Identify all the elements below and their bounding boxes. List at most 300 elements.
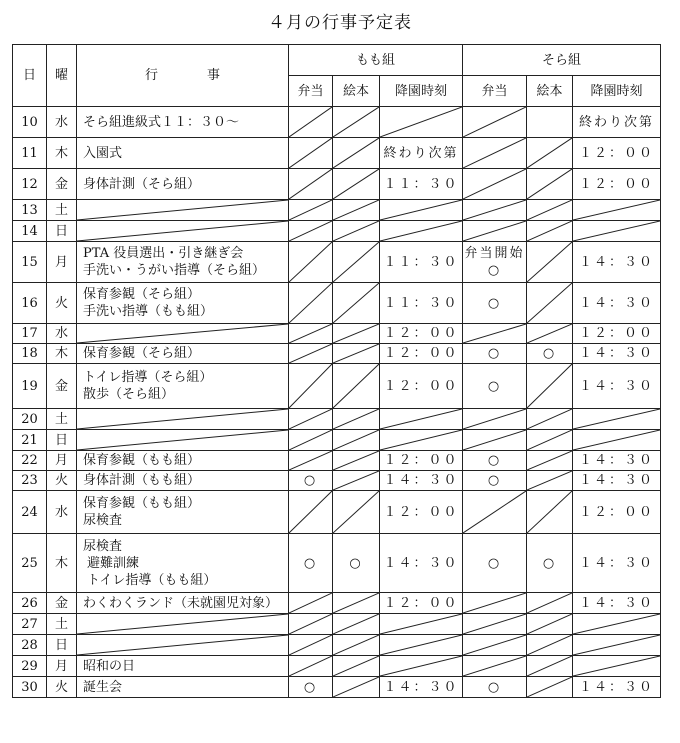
cell-momo-kouen — [380, 138, 463, 169]
event-text: PTA 役員選出・引き継ぎ会 — [83, 246, 244, 261]
slash-mark — [289, 283, 332, 323]
cell-day: 30 — [13, 677, 47, 698]
cell-day: 18 — [13, 344, 47, 364]
cell-weekday: 土 — [47, 409, 77, 430]
cell-day: 24 — [13, 491, 47, 534]
cell-event — [77, 324, 289, 344]
cell-weekday: 日 — [47, 430, 77, 451]
cell-momo-ehon — [333, 614, 380, 635]
slash-mark — [289, 635, 332, 655]
cell-momo-bento — [289, 138, 333, 169]
cell-weekday: 木 — [47, 534, 77, 593]
cell-momo-kouen — [380, 364, 463, 409]
cell-momo-bento — [289, 364, 333, 409]
cell-momo-bento — [289, 242, 333, 283]
cell-day: 23 — [13, 471, 47, 491]
schedule-row — [13, 471, 661, 491]
cell-sora-bento — [463, 471, 527, 491]
cell-value: １１：３０ — [383, 295, 459, 311]
cell-event — [77, 409, 289, 430]
cell-sora-bento — [463, 364, 527, 409]
header-sora-bento: 弁当 — [463, 76, 527, 107]
slash-mark — [289, 614, 332, 634]
slash-mark — [333, 656, 379, 676]
cell-event — [77, 635, 289, 656]
slash-mark — [463, 138, 526, 168]
schedule-row — [13, 107, 661, 138]
cell-day: 14 — [13, 221, 47, 242]
slash-mark — [527, 635, 572, 655]
slash-mark — [527, 409, 572, 429]
cell-momo-ehon — [333, 656, 380, 677]
cell-weekday: 金 — [47, 593, 77, 614]
slash-mark — [77, 614, 288, 634]
cell-day: 25 — [13, 534, 47, 593]
cell-value: 終わり次第 — [383, 145, 459, 161]
cell-momo-kouen — [380, 534, 463, 593]
cell-event — [77, 344, 289, 364]
cell-momo-bento — [289, 471, 333, 491]
cell-sora-kouen — [573, 107, 661, 138]
slash-mark — [527, 364, 572, 408]
cell-value: １２：００ — [383, 595, 459, 611]
cell-momo-kouen — [380, 409, 463, 430]
cell-momo-kouen — [380, 344, 463, 364]
cell-sora-kouen — [573, 677, 661, 698]
slash-mark — [380, 656, 462, 676]
cell-day: 11 — [13, 138, 47, 169]
cell-day: 19 — [13, 364, 47, 409]
slash-mark — [527, 471, 572, 490]
cell-momo-kouen — [380, 221, 463, 242]
cell-momo-kouen — [380, 324, 463, 344]
slash-mark — [527, 430, 572, 450]
slash-mark — [380, 409, 462, 429]
event-text: 保育参観（そら組） — [83, 287, 201, 302]
cell-momo-ehon — [333, 430, 380, 451]
circle-mark: ○ — [542, 346, 557, 361]
cell-sora-kouen — [573, 344, 661, 364]
schedule-row — [13, 283, 661, 324]
slash-mark — [573, 221, 660, 241]
schedule-row — [13, 656, 661, 677]
cell-momo-kouen — [380, 200, 463, 221]
cell-momo-kouen — [380, 614, 463, 635]
cell-weekday: 月 — [47, 451, 77, 471]
slash-mark — [527, 656, 572, 676]
schedule-row — [13, 242, 661, 283]
slash-mark — [289, 364, 332, 408]
cell-momo-ehon — [333, 534, 380, 593]
cell-sora-kouen — [573, 656, 661, 677]
slash-mark — [380, 430, 462, 450]
cell-weekday: 日 — [47, 635, 77, 656]
event-text: 保育参観（もも組） — [83, 496, 201, 511]
cell-momo-bento — [289, 491, 333, 534]
cell-value: １４：３０ — [578, 555, 654, 571]
cell-value: １４：３０ — [578, 346, 654, 361]
slash-mark — [573, 200, 660, 220]
circle-mark: ○ — [487, 473, 502, 488]
cell-value: １４：３０ — [578, 295, 654, 311]
circle-mark: ○ — [487, 453, 502, 468]
slash-mark — [333, 221, 379, 241]
slash-mark — [77, 200, 288, 220]
cell-momo-bento — [289, 534, 333, 593]
slash-mark — [573, 614, 660, 634]
cell-weekday: 水 — [47, 491, 77, 534]
cell-sora-bento — [463, 409, 527, 430]
cell-value: １４：３０ — [383, 473, 459, 488]
circle-mark: ○ — [349, 555, 363, 571]
cell-sora-bento — [463, 138, 527, 169]
cell-value: １２：００ — [383, 378, 459, 394]
cell-sora-bento — [463, 656, 527, 677]
cell-value: 終わり次第 — [578, 114, 654, 130]
cell-sora-ehon — [527, 364, 573, 409]
slash-mark — [289, 656, 332, 676]
cell-sora-ehon — [527, 169, 573, 200]
schedule-row — [13, 200, 661, 221]
cell-day: 21 — [13, 430, 47, 451]
cell-sora-ehon — [527, 491, 573, 534]
cell-momo-ehon — [333, 677, 380, 698]
event-text: 保育参観（もも組） — [83, 453, 201, 468]
event-text: 尿検査 — [83, 513, 123, 528]
slash-mark — [380, 221, 462, 241]
slash-mark — [333, 344, 379, 363]
cell-sora-bento — [463, 635, 527, 656]
cell-value: １１：３０ — [383, 176, 459, 192]
circle-mark: ○ — [487, 378, 502, 394]
header-momo-ehon: 絵本 — [333, 76, 380, 107]
circle-mark: ○ — [303, 473, 318, 488]
cell-value: １１：３０ — [383, 254, 459, 270]
cell-event — [77, 451, 289, 471]
cell-sora-kouen — [573, 471, 661, 491]
slash-mark — [289, 593, 332, 613]
cell-weekday: 土 — [47, 614, 77, 635]
slash-mark — [333, 138, 379, 168]
cell-sora-kouen — [573, 138, 661, 169]
cell-weekday: 土 — [47, 200, 77, 221]
cell-sora-kouen — [573, 364, 661, 409]
cell-event — [77, 169, 289, 200]
event-text: 保育参観（そら組） — [83, 346, 201, 361]
cell-momo-bento — [289, 200, 333, 221]
cell-weekday: 火 — [47, 283, 77, 324]
cell-momo-kouen — [380, 169, 463, 200]
slash-mark — [77, 430, 288, 450]
schedule-row — [13, 635, 661, 656]
cell-momo-bento — [289, 677, 333, 698]
cell-event — [77, 138, 289, 169]
slash-mark — [289, 324, 332, 343]
cell-sora-kouen — [573, 283, 661, 324]
slash-mark — [77, 635, 288, 655]
slash-mark — [380, 635, 462, 655]
cell-sora-bento — [463, 451, 527, 471]
cell-sora-kouen — [573, 534, 661, 593]
cell-momo-kouen — [380, 471, 463, 491]
slash-mark — [333, 107, 379, 137]
slash-mark — [333, 677, 379, 697]
slash-mark — [463, 430, 526, 450]
event-text: 身体計測（そら組） — [83, 176, 201, 192]
cell-momo-ehon — [333, 409, 380, 430]
cell-sora-ehon — [527, 138, 573, 169]
cell-sora-bento — [463, 242, 527, 283]
cell-weekday: 月 — [47, 656, 77, 677]
cell-sora-bento — [463, 593, 527, 614]
event-text: 手洗い・うがい指導（そら組） — [83, 263, 266, 278]
cell-weekday: 木 — [47, 138, 77, 169]
slash-mark — [527, 491, 572, 533]
cell-event — [77, 534, 289, 593]
cell-momo-ehon — [333, 283, 380, 324]
slash-mark — [333, 471, 379, 490]
cell-value: １２：００ — [383, 326, 459, 341]
cell-value: １２：００ — [383, 504, 459, 520]
cell-momo-ehon — [333, 593, 380, 614]
slash-mark — [380, 200, 462, 220]
slash-mark — [527, 677, 572, 697]
cell-day: 13 — [13, 200, 47, 221]
slash-mark — [527, 242, 572, 282]
cell-momo-ehon — [333, 242, 380, 283]
slash-mark — [333, 242, 379, 282]
cell-momo-bento — [289, 221, 333, 242]
cell-value: １４：３０ — [578, 595, 654, 611]
schedule-row — [13, 364, 661, 409]
schedule-row — [13, 534, 661, 593]
cell-day: 20 — [13, 409, 47, 430]
event-text: トイレ指導（もも組） — [87, 572, 217, 588]
cell-sora-ehon — [527, 324, 573, 344]
cell-sora-bento — [463, 107, 527, 138]
slash-mark — [380, 107, 462, 137]
cell-sora-kouen — [573, 614, 661, 635]
event-text: 誕生会 — [83, 679, 123, 695]
slash-mark — [527, 200, 572, 220]
cell-weekday: 木 — [47, 344, 77, 364]
cell-momo-ehon — [333, 471, 380, 491]
cell-momo-bento — [289, 614, 333, 635]
event-text: 散歩（そら組） — [83, 387, 175, 402]
cell-value: １４：３０ — [578, 473, 654, 488]
cell-sora-kouen — [573, 324, 661, 344]
cell-value: １４：３０ — [383, 679, 459, 695]
cell-day: 29 — [13, 656, 47, 677]
cell-sora-bento — [463, 324, 527, 344]
slash-mark — [463, 107, 526, 137]
cell-weekday: 日 — [47, 221, 77, 242]
cell-momo-kouen — [380, 451, 463, 471]
header-momo: もも組 — [289, 45, 463, 76]
cell-momo-ehon — [333, 364, 380, 409]
cell-sora-ehon — [527, 242, 573, 283]
header-sora-ehon: 絵本 — [527, 76, 573, 107]
slash-mark — [527, 138, 572, 168]
cell-sora-bento — [463, 430, 527, 451]
cell-sora-ehon — [527, 221, 573, 242]
cell-weekday: 水 — [47, 107, 77, 138]
cell-momo-bento — [289, 430, 333, 451]
cell-event — [77, 200, 289, 221]
cell-sora-ehon — [527, 344, 573, 364]
cell-weekday: 水 — [47, 324, 77, 344]
cell-sora-bento — [463, 169, 527, 200]
slash-mark — [463, 409, 526, 429]
schedule-body — [13, 107, 661, 698]
cell-momo-kouen — [380, 635, 463, 656]
slash-mark — [289, 409, 332, 429]
cell-sora-ehon — [527, 635, 573, 656]
slash-mark — [333, 169, 379, 199]
event-text: 入園式 — [83, 145, 123, 161]
slash-mark — [333, 364, 379, 408]
slash-mark — [527, 593, 572, 613]
cell-value: １２：００ — [578, 326, 654, 341]
cell-momo-kouen — [380, 656, 463, 677]
cell-momo-ehon — [333, 324, 380, 344]
cell-sora-ehon — [527, 200, 573, 221]
cell-momo-bento — [289, 283, 333, 324]
cell-sora-ehon — [527, 593, 573, 614]
cell-momo-bento — [289, 344, 333, 364]
cell-event — [77, 430, 289, 451]
event-text: 昭和の日 — [83, 658, 136, 674]
cell-value: １４：３０ — [578, 378, 654, 394]
cell-sora-ehon — [527, 471, 573, 491]
circle-mark: ○ — [487, 346, 502, 361]
cell-sora-ehon — [527, 451, 573, 471]
schedule-table — [12, 44, 661, 698]
slash-mark — [333, 451, 379, 470]
cell-momo-ehon — [333, 344, 380, 364]
cell-value: １４：３０ — [578, 453, 654, 468]
circle-mark: ○ — [303, 555, 318, 571]
cell-momo-bento — [289, 635, 333, 656]
cell-weekday: 火 — [47, 471, 77, 491]
cell-momo-ehon — [333, 635, 380, 656]
cell-event — [77, 283, 289, 324]
cell-day: 17 — [13, 324, 47, 344]
cell-event — [77, 471, 289, 491]
schedule-row — [13, 491, 661, 534]
slash-mark — [289, 491, 332, 533]
header-sora: そら組 — [463, 45, 661, 76]
cell-momo-kouen — [380, 430, 463, 451]
cell-sora-ehon — [527, 409, 573, 430]
slash-mark — [463, 169, 526, 199]
cell-momo-ehon — [333, 169, 380, 200]
event-text: 身体計測（もも組） — [83, 473, 201, 488]
schedule-row — [13, 344, 661, 364]
cell-sora-kouen — [573, 635, 661, 656]
slash-mark — [463, 491, 526, 533]
slash-mark — [77, 409, 288, 429]
cell-event — [77, 677, 289, 698]
schedule-row — [13, 677, 661, 698]
cell-event — [77, 107, 289, 138]
cell-momo-ehon — [333, 491, 380, 534]
cell-momo-kouen — [380, 283, 463, 324]
event-text: トイレ指導（そら組） — [83, 370, 213, 385]
header-momo-kouen: 降園時刻 — [380, 76, 463, 107]
cell-value: １２：００ — [383, 346, 459, 361]
cell-day: 22 — [13, 451, 47, 471]
cell-event — [77, 656, 289, 677]
cell-value: １２：００ — [383, 453, 459, 468]
schedule-row — [13, 169, 661, 200]
slash-mark — [463, 221, 526, 241]
cell-momo-bento — [289, 451, 333, 471]
slash-mark — [289, 169, 332, 199]
slash-mark — [527, 169, 572, 199]
cell-sora-bento — [463, 221, 527, 242]
cell-momo-ehon — [333, 451, 380, 471]
cell-sora-kouen — [573, 430, 661, 451]
cell-sora-kouen — [573, 491, 661, 534]
slash-mark — [333, 614, 379, 634]
cell-weekday: 金 — [47, 364, 77, 409]
slash-mark — [463, 656, 526, 676]
header-day: 日 — [13, 45, 47, 107]
cell-value: １４：３０ — [383, 555, 459, 571]
header-weekday: 曜 — [47, 45, 77, 107]
slash-mark — [380, 614, 462, 634]
cell-sora-ehon — [527, 283, 573, 324]
cell-sora-bento — [463, 534, 527, 593]
slash-mark — [289, 451, 332, 470]
cell-sora-ehon — [527, 534, 573, 593]
circle-mark: ○ — [542, 555, 557, 571]
cell-weekday: 金 — [47, 169, 77, 200]
cell-day: 27 — [13, 614, 47, 635]
slash-mark — [333, 635, 379, 655]
cell-momo-kouen — [380, 107, 463, 138]
circle-mark: ○ — [487, 555, 502, 571]
event-text: 避難訓練 — [87, 555, 140, 571]
schedule-row — [13, 409, 661, 430]
cell-day: 26 — [13, 593, 47, 614]
slash-mark — [77, 324, 288, 343]
cell-day: 12 — [13, 169, 47, 200]
cell-sora-kouen — [573, 169, 661, 200]
cell-value: １４：３０ — [578, 679, 654, 695]
cell-sora-ehon — [527, 656, 573, 677]
slash-mark — [333, 430, 379, 450]
header-event: 行 事 — [77, 45, 289, 107]
slash-mark — [289, 344, 332, 363]
cell-sora-kouen — [573, 200, 661, 221]
cell-momo-bento — [289, 409, 333, 430]
cell-sora-kouen — [573, 242, 661, 283]
cell-sora-bento — [463, 344, 527, 364]
schedule-row — [13, 451, 661, 471]
cell-weekday: 火 — [47, 677, 77, 698]
cell-event — [77, 593, 289, 614]
slash-mark — [289, 221, 332, 241]
slash-mark — [527, 451, 572, 470]
slash-mark — [289, 430, 332, 450]
cell-value: １４：３０ — [578, 254, 654, 270]
cell-momo-kouen — [380, 491, 463, 534]
slash-mark — [573, 409, 660, 429]
slash-mark — [573, 656, 660, 676]
header-sora-kouen: 降園時刻 — [573, 76, 661, 107]
